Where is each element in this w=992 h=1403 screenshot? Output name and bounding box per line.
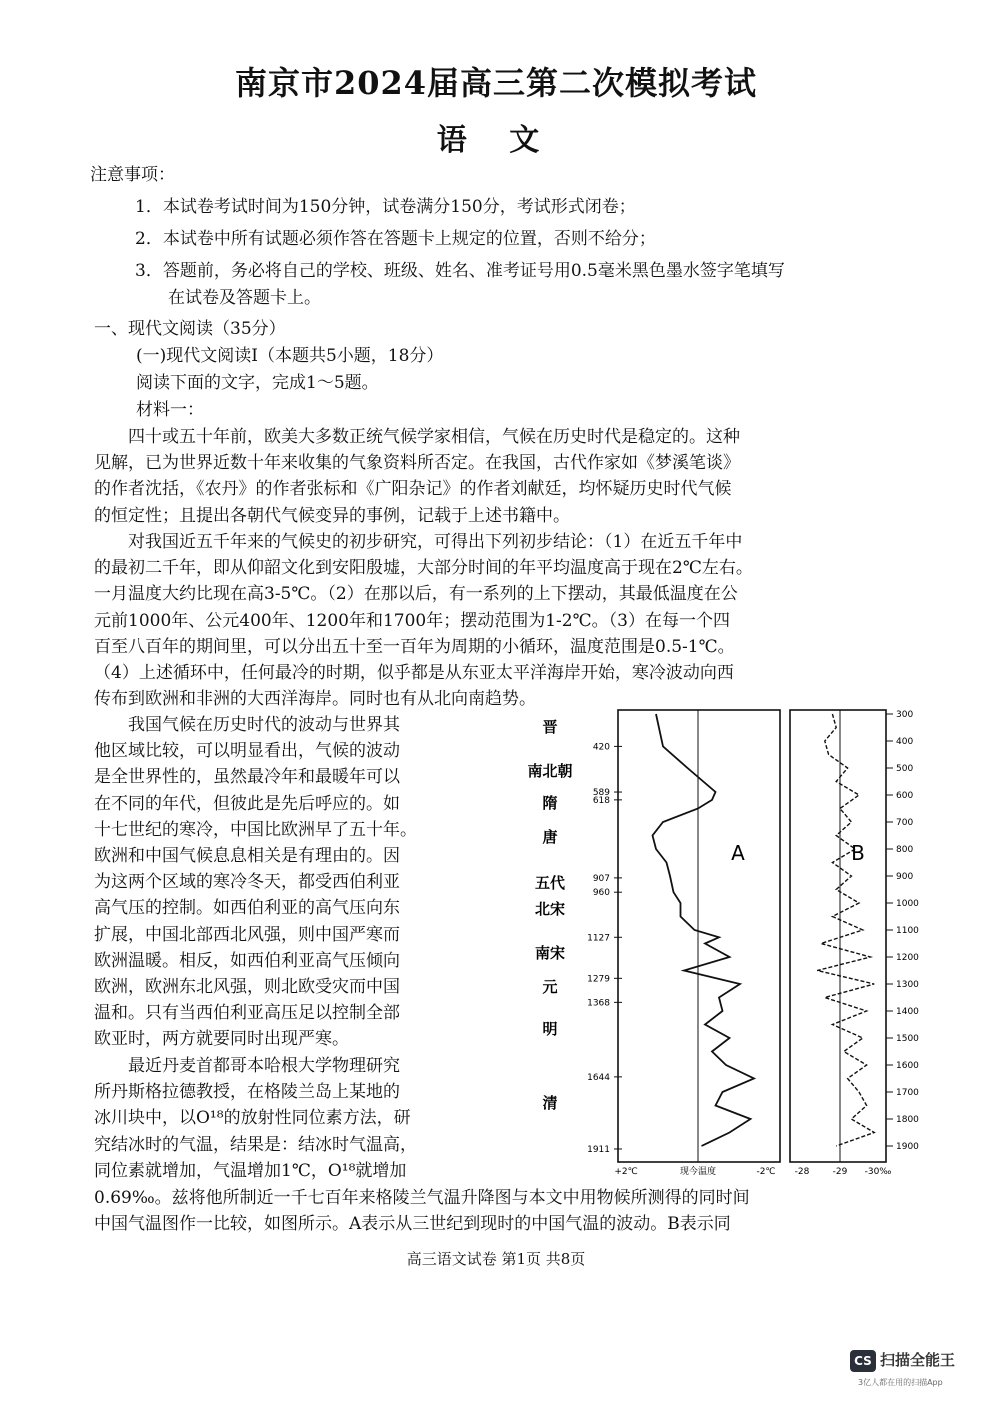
axis-tick-label: 1600 bbox=[896, 1061, 919, 1071]
axis-tick-label: 500 bbox=[896, 764, 914, 774]
text-line: 的最初二千年，即从仰韶文化到安阳殷墟，大部分时间的年平均温度高于现在2℃左右。 bbox=[94, 558, 753, 579]
material-label: 材料一： bbox=[136, 400, 204, 420]
text-line: 元前1000年、公元400年、1200年和1700年；摆动范围为1-2℃。（3）在每一个四 bbox=[94, 610, 730, 631]
axis-tick-label: 1300 bbox=[896, 980, 919, 990]
year-tick-label: 420 bbox=[592, 742, 610, 753]
axis-tick-label: 400 bbox=[896, 737, 914, 747]
text-line: 欧亚时，两方就要同时出现严寒。 bbox=[94, 1029, 349, 1050]
subsection-heading: (一)现代文阅读Ⅰ（本题共5小题，18分） bbox=[136, 346, 444, 366]
scanner-tagline: 3亿人都在用的扫描App bbox=[858, 1378, 943, 1387]
text-line: 见解，已为世界近数十年来收集的气象资料所否定。在我国，古代作家如《梦溪笔谈》 bbox=[94, 453, 740, 474]
b-axis-label: -29 bbox=[832, 1167, 848, 1177]
dynasty-label: 南北朝 bbox=[527, 762, 573, 780]
notice-item: 3．答题前，务必将自己的学校、班级、姓名、准考证号用0.5毫米黑色墨水签字笔填写 bbox=[135, 261, 785, 281]
text-line: 冰川块中，以O¹⁸的放射性同位素方法，研 bbox=[94, 1108, 411, 1129]
dynasty-label: 元 bbox=[542, 978, 558, 996]
instruction: 阅读下面的文字，完成1～5题。 bbox=[136, 373, 379, 393]
paragraph-1 bbox=[94, 424, 920, 529]
year-tick-label: 1911 bbox=[587, 1144, 610, 1155]
text-line: 同位素就增加，气温增加1℃，O¹⁸就增加 bbox=[94, 1160, 407, 1181]
axis-tick-label: 1400 bbox=[896, 1007, 919, 1017]
text-line: 的恒定性；且提出各朝代气候变异的事例，记载于上述书籍中。 bbox=[94, 505, 570, 526]
notice-item: 2．本试卷中所有试题必须作答在答题卡上规定的位置，否则不给分； bbox=[135, 229, 656, 249]
text-line: 一月温度大约比现在高3-5℃。（2）在那以后，有一系列的上下摆动，其最低温度在公 bbox=[94, 584, 738, 605]
axis-tick-label: 600 bbox=[896, 791, 914, 801]
text-line: 的作者沈括，《农丹》的作者张标和《广阳杂记》的作者刘献廷，均怀疑历史时代气候 bbox=[94, 479, 732, 500]
text-line: 传布到欧洲和非洲的大西洋海岸。同时也有从北向南趋势。 bbox=[94, 689, 536, 710]
text-line: 欧洲，欧洲东北风强，则北欧受灾而中国 bbox=[94, 977, 400, 998]
exam-title: 南京市2024届高三第二次模拟考试 bbox=[234, 64, 758, 102]
dynasty-label: 南宋 bbox=[534, 944, 566, 962]
paragraph-4 bbox=[94, 1053, 502, 1184]
axis-tick-label: 1100 bbox=[896, 926, 919, 936]
a-axis-label: 现今温度 bbox=[679, 1167, 717, 1177]
climate-figure bbox=[510, 700, 930, 1180]
text-line: 百至八百年的期间里，可以分出五十至一百年为周期的小循环，温度范围是0.5-1℃。 bbox=[94, 636, 735, 657]
year-tick-label: 1644 bbox=[587, 1072, 610, 1083]
axis-tick-label: 900 bbox=[896, 872, 914, 882]
dynasty-label: 晋 bbox=[542, 718, 558, 736]
year-tick-label: 1368 bbox=[587, 998, 610, 1009]
text-line: 欧洲和中国气候息息相关是有理由的。因 bbox=[94, 846, 400, 867]
scanner-logo: CS bbox=[850, 1350, 876, 1372]
axis-tick-label: 700 bbox=[896, 818, 914, 828]
year-tick-label: 589 bbox=[592, 788, 610, 799]
dynasty-label: 唐 bbox=[542, 828, 558, 846]
section-heading: 一、现代文阅读（35分） bbox=[94, 319, 286, 339]
dynasty-label: 北宋 bbox=[534, 900, 566, 918]
notice-heading: 注意事项： bbox=[90, 165, 175, 185]
panel-a-label: A bbox=[731, 841, 745, 865]
dynasty-label: 明 bbox=[542, 1020, 558, 1038]
china-temperature-curve bbox=[653, 714, 755, 1146]
axis-tick-label: 1900 bbox=[896, 1142, 919, 1152]
greenland-oxygen-curve bbox=[817, 714, 874, 1146]
axis-tick-label: 1500 bbox=[896, 1034, 919, 1044]
paragraph-5 bbox=[94, 1185, 920, 1237]
subject-title: 语 文 bbox=[436, 123, 556, 158]
year-tick-label: 960 bbox=[592, 888, 610, 899]
text-line: 为这两个区域的寒冷冬天，都受西伯利亚 bbox=[94, 872, 400, 893]
year-tick-label: 907 bbox=[592, 873, 610, 884]
a-axis-label: +2℃ bbox=[614, 1167, 638, 1177]
text-line: 扩展，中国北部西北风强，则中国严寒而 bbox=[94, 924, 400, 945]
text-line: 是全世界性的，虽然最冷年和最暖年可以 bbox=[94, 767, 400, 788]
axis-tick-label: 1800 bbox=[896, 1115, 919, 1125]
text-line: 最近丹麦首都哥本哈根大学物理研究 bbox=[128, 1056, 400, 1076]
dynasty-label: 清 bbox=[542, 1094, 558, 1112]
text-line: 四十或五十年前，欧美大多数正统气候学家相信，气候在历史时代是稳定的。这种 bbox=[128, 427, 740, 447]
b-axis-label: -28 bbox=[794, 1167, 810, 1177]
text-line: 十七世纪的寒冷，中国比欧洲早了五十年。 bbox=[94, 819, 417, 840]
text-line: 对我国近五千年来的气候史的初步研究，可得出下列初步结论：（1）在近五千年中 bbox=[128, 532, 743, 552]
panel-b-label: B bbox=[851, 841, 865, 865]
axis-tick-label: 300 bbox=[896, 710, 914, 720]
a-axis-label: -2℃ bbox=[756, 1167, 776, 1177]
scanner-name: 扫描全能王 bbox=[880, 1351, 956, 1369]
text-line: 我国气候在历史时代的波动与世界其 bbox=[128, 715, 400, 735]
year-tick-label: 618 bbox=[592, 795, 610, 806]
text-line: 温和。只有当西伯利亚高压足以控制全部 bbox=[94, 1003, 400, 1024]
year-tick-label: 1279 bbox=[587, 974, 610, 985]
paragraph-2 bbox=[94, 529, 920, 712]
text-line: 中国气温图作一比较，如图所示。A表示从三世纪到现时的中国气温的波动。B表示同 bbox=[94, 1214, 731, 1235]
text-line: （4）上述循环中，任何最冷的时期，似乎都是从东亚太平洋海岸开始，寒冷波动向西 bbox=[94, 663, 734, 684]
text-line: 在不同的年代，但彼此是先后呼应的。如 bbox=[94, 793, 400, 814]
text-line: 究结冰时的气温，结果是：结冰时气温高， bbox=[94, 1134, 417, 1155]
year-tick-label: 1127 bbox=[587, 933, 610, 944]
axis-tick-label: 800 bbox=[896, 845, 914, 855]
text-line: 欧洲温暖。相反，如西伯利亚高气压倾向 bbox=[94, 950, 400, 971]
paragraph-3 bbox=[94, 712, 502, 1053]
panel-b-frame bbox=[790, 710, 886, 1162]
b-axis-label: -30‰ bbox=[864, 1167, 892, 1177]
notice-item: 1．本试卷考试时间为150分钟，试卷满分150分，考试形式闭卷； bbox=[135, 197, 636, 217]
dynasty-label: 隋 bbox=[542, 794, 558, 812]
text-line: 他区域比较，可以明显看出，气候的波动 bbox=[94, 741, 400, 762]
text-line: 高气压的控制。如西伯利亚的高气压向东 bbox=[94, 898, 400, 919]
text-line: 所丹斯格拉德教授，在格陵兰岛上某地的 bbox=[94, 1082, 400, 1103]
page-footer: 高三语文试卷 第1页 共8页 bbox=[406, 1250, 586, 1268]
axis-tick-label: 1000 bbox=[896, 899, 919, 909]
dynasty-label: 五代 bbox=[534, 874, 566, 892]
text-line: 0.69‰。兹将他所制近一千七百年来格陵兰气温升降图与本文中用物候所测得的同时间 bbox=[94, 1188, 750, 1208]
axis-tick-label: 1700 bbox=[896, 1088, 919, 1098]
axis-tick-label: 1200 bbox=[896, 953, 919, 963]
notice-item: 在试卷及答题卡上。 bbox=[168, 288, 321, 308]
